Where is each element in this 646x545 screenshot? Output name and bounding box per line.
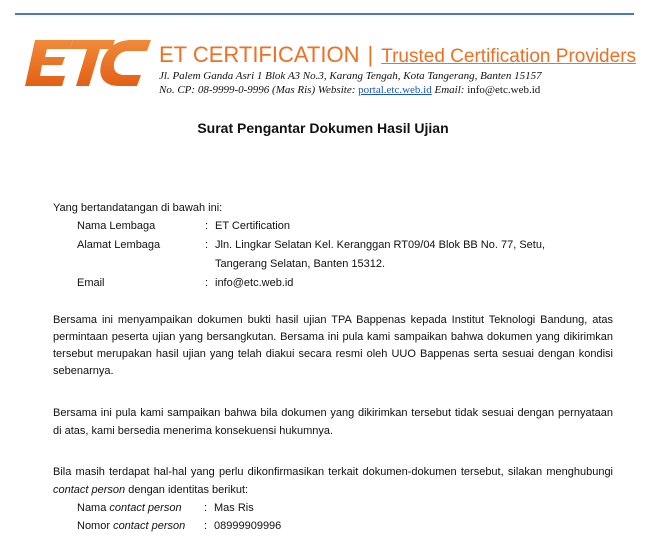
website-link[interactable]: portal.etc.web.id [358, 84, 432, 96]
document-title: Surat Pengantar Dokumen Hasil Ujian [197, 120, 449, 136]
identity-label-email: Email [77, 277, 105, 289]
identity-value-address-line2: Tangerang Selatan, Banten 15312. [215, 258, 386, 270]
paragraph-2: Bersama ini pula kami sampaikan bahwa bila dokumen yang dikirimkan tersebut tidak sesuai dengan pernyataan di atas, kami bersedia menerima konsekuensi hukumnya. [53, 407, 613, 437]
tagline-link[interactable]: Trusted Certification Providers [381, 46, 637, 67]
identity-value-email: info@etc.web.id [215, 277, 294, 289]
email-value: info@etc.web.id [467, 84, 541, 96]
phone-value: 08-9999-0-9996 (Mas Ris) [197, 84, 316, 96]
identity-colon: : [205, 239, 209, 251]
identity-label-name: Nama Lembaga [77, 220, 156, 232]
identity-colon: : [205, 220, 209, 232]
phone-label: No. CP: [159, 84, 196, 96]
header-address: Jl. Palem Ganda Asri 1 Blok A3 No.3, Karang Tengah, Kota Tangerang, Banten 15157 [159, 70, 542, 82]
org-name: ET CERTIFICATION [159, 42, 360, 67]
contact-value-number: 08999909996 [214, 520, 282, 532]
contact-label-number [77, 518, 185, 534]
paragraph-3-before: Bila masih terdapat hal-hal yang perlu dikonfirmasikan terkait dokumen-dokumen tersebut, silakan menghubungi [53, 466, 613, 478]
title-separator: | [367, 42, 374, 67]
identity-value-address: Jln. Lingkar Selatan Kel. Keranggan RT09/04 Blok BB No. 77, Setu, [215, 239, 545, 251]
intro-text: Yang bertandatangan di bawah ini: [53, 202, 223, 214]
header-title [159, 42, 636, 70]
header-rule [15, 13, 634, 15]
contact-colon: : [204, 502, 208, 514]
paragraph-3-italic: contact person [53, 484, 126, 496]
identity-colon: : [205, 277, 209, 289]
paragraph-3 [53, 463, 613, 499]
contact-label-name [77, 500, 182, 516]
etc-logo [23, 38, 153, 88]
paragraph-3-after: dengan identitas berikut: [125, 484, 249, 496]
identity-value-name: ET Certification [215, 220, 290, 232]
contact-label-italic: contact person [113, 520, 186, 532]
email-label: Email: [434, 84, 465, 96]
contact-value-name: Mas Ris [214, 502, 254, 514]
identity-label-address: Alamat Lembaga [77, 239, 161, 251]
contact-label-prefix: Nama [77, 502, 110, 514]
contact-label-prefix: Nomor [77, 520, 114, 532]
contact-label-italic: contact person [109, 502, 182, 514]
contact-colon: : [204, 520, 208, 532]
header-contact [159, 84, 540, 97]
website-label: Website: [317, 84, 356, 96]
paragraph-1: Bersama ini menyampaikan dokumen bukti hasil ujian TPA Bappenas kepada Institut Teknologi Bandung, atas permintaan peserta ujian yang bersangkutan. Bersama ini pula kami sampaikan bahwa dokumen yang dikirimkan tersebut merupakan hasil ujian yang telah diakui secara resmi oleh UUO Bappenas serta sesuai dengan kondisi sebenarnya. [53, 314, 613, 377]
